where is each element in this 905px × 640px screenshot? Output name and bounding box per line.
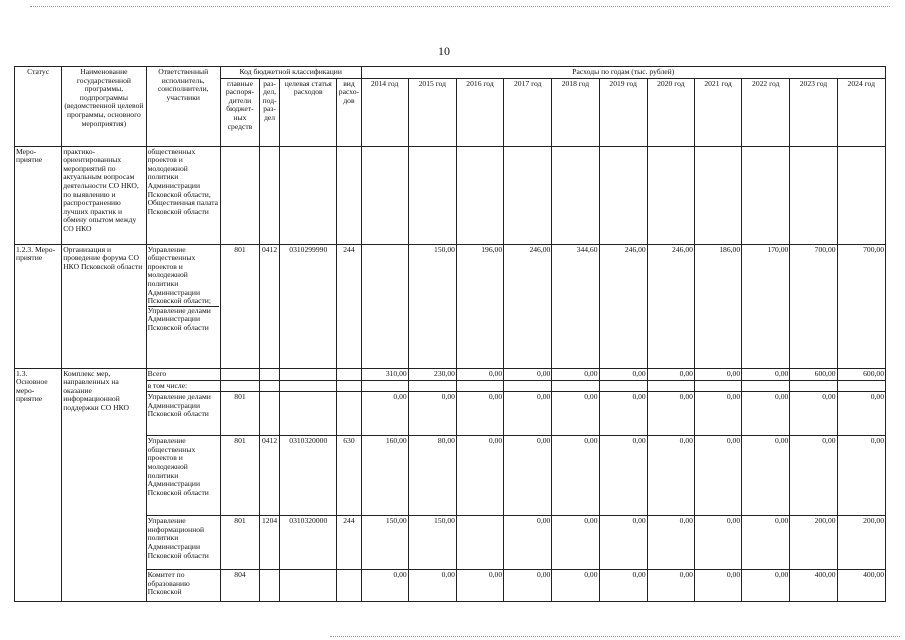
cell-value: 0,00 [504, 436, 552, 516]
cell-value: 0,00 [456, 436, 503, 516]
cell-value: 0,00 [742, 436, 790, 516]
cell-value: 150,00 [408, 516, 456, 570]
cell-empty [790, 146, 837, 244]
cell-value: 160,00 [361, 436, 408, 516]
cell-value: 0,00 [456, 368, 503, 380]
budget-table [14, 66, 886, 602]
cell-empty [337, 146, 361, 244]
cell-empty [504, 146, 552, 244]
cell-vid [337, 392, 361, 436]
cell-value: 0,00 [647, 392, 694, 436]
cell-value [361, 244, 408, 368]
cell-vid: 244 [337, 516, 361, 570]
cell-value: 0,00 [599, 570, 647, 602]
header-year: 2016 год [456, 78, 503, 146]
header-year: 2014 год [361, 78, 408, 146]
cell-value: 0,00 [361, 392, 408, 436]
cell-value: 344,60 [552, 244, 599, 368]
cell-name: Организация и проведение форума СО НКО Псковской области [62, 244, 146, 368]
header-year: 2015 год [408, 78, 456, 146]
cell-value: 600,00 [837, 368, 885, 380]
cell-responsible: Управление общественных проектов и молодежной политики Администрации Псковской области [146, 436, 220, 516]
cell-empty [337, 368, 361, 380]
cell-value: 0,00 [504, 368, 552, 380]
cell-razdel: 1204 [260, 516, 280, 570]
cell-value: 0,00 [790, 436, 837, 516]
cell-value: 0,00 [742, 570, 790, 602]
header-year: 2024 год [837, 78, 885, 146]
cell-vid: 630 [337, 436, 361, 516]
cell-empty [742, 146, 790, 244]
cell-value: 0,00 [837, 436, 885, 516]
cell-vid: 244 [337, 244, 361, 368]
header-glavnye: главные распоря-дители бюджет-ных средств [220, 78, 259, 146]
cell-value: 0,00 [694, 436, 741, 516]
cell-empty [280, 380, 337, 392]
cell-empty [220, 380, 259, 392]
cell-empty [790, 380, 837, 392]
cell-empty [361, 146, 408, 244]
cell-value: 0,00 [408, 392, 456, 436]
header-year: 2020 год [647, 78, 694, 146]
table-row [15, 146, 886, 244]
cell-empty [337, 380, 361, 392]
cell-value: 200,00 [837, 516, 885, 570]
cell-celevaya [280, 570, 337, 602]
cell-value: 0,00 [599, 436, 647, 516]
cell-empty [599, 146, 647, 244]
header-responsible: Ответственный исполнитель, соисполнители, участники [146, 67, 220, 147]
cell-value: 0,00 [742, 368, 790, 380]
cell-responsible: общественных проектов и молодежной политики Администрации Псковской области, Общественная палата Псковской области [146, 146, 220, 244]
cell-value: 0,00 [599, 368, 647, 380]
cell-celevaya: 0310320000 [280, 516, 337, 570]
header-vid: вид расхо-дов [337, 78, 361, 146]
cell-status: 1.2.3. Меро-приятие [15, 244, 62, 368]
cell-empty [456, 380, 503, 392]
header-celevaya: целевая статья расходов [280, 78, 337, 146]
cell-empty [220, 368, 259, 380]
cell-value: 0,00 [694, 392, 741, 436]
cell-razdel: 0412 [260, 244, 280, 368]
cell-glavnye: 801 [220, 516, 259, 570]
cell-status: 1.3. Основное меро-приятие [15, 368, 62, 602]
cell-value: 80,00 [408, 436, 456, 516]
cell-glavnye: 801 [220, 436, 259, 516]
cell-value: 196,00 [456, 244, 503, 368]
cell-empty [694, 146, 741, 244]
cell-razdel [260, 570, 280, 602]
cell-celevaya [280, 392, 337, 436]
header-name: Наименование государственной программы, подпрограммы (ведомственной целевой программы, основного мероприятия) [62, 67, 146, 147]
cell-empty [280, 368, 337, 380]
cell-value: 0,00 [647, 436, 694, 516]
cell-empty [599, 380, 647, 392]
table-row [15, 380, 886, 392]
cell-empty [694, 380, 741, 392]
cell-celevaya: 0310299990 [280, 244, 337, 368]
cell-value: 0,00 [694, 368, 741, 380]
cell-value: 0,00 [552, 436, 599, 516]
header-razdel: раз-дел, под-раз-дел [260, 78, 280, 146]
cell-value: 0,00 [504, 570, 552, 602]
cell-vid [337, 570, 361, 602]
cell-empty [552, 380, 599, 392]
table-row [15, 392, 886, 436]
cell-value: 0,00 [456, 392, 503, 436]
cell-value: 0,00 [790, 392, 837, 436]
header-expenses: Расходы по годам (тыс. рублей) [361, 67, 885, 79]
header-year: 2022 год [742, 78, 790, 146]
cell-empty [504, 380, 552, 392]
header-budget-code: Код бюджетной классификации [220, 67, 361, 79]
cell-responsible: Управление делами Администрации Псковской области [146, 392, 220, 436]
cell-value: 246,00 [647, 244, 694, 368]
table-row [15, 368, 886, 380]
cell-incl-label: в том числе: [146, 380, 220, 392]
header-year: 2018 год [552, 78, 599, 146]
cell-value: 600,00 [790, 368, 837, 380]
cell-empty [647, 380, 694, 392]
cell-value [456, 516, 503, 570]
cell-status: Меро-приятие [15, 146, 62, 244]
page-number: 10 [438, 44, 450, 58]
cell-value: 0,00 [599, 516, 647, 570]
table-row [15, 244, 886, 368]
cell-empty [260, 146, 280, 244]
cell-glavnye: 804 [220, 570, 259, 602]
cell-empty [280, 146, 337, 244]
cell-value: 0,00 [408, 570, 456, 602]
cell-value: 400,00 [790, 570, 837, 602]
cell-value: 700,00 [837, 244, 885, 368]
header-year: 2017 год [504, 78, 552, 146]
cell-empty [408, 146, 456, 244]
cell-empty [552, 146, 599, 244]
cell-value: 0,00 [552, 392, 599, 436]
cell-empty [220, 146, 259, 244]
cell-value: 700,00 [790, 244, 837, 368]
cell-value: 0,00 [552, 516, 599, 570]
cell-value: 0,00 [694, 570, 741, 602]
cell-value: 186,00 [694, 244, 741, 368]
header-year: 2021 год [694, 78, 741, 146]
header-year: 2019 год [599, 78, 647, 146]
cell-empty [742, 380, 790, 392]
table-row [15, 570, 886, 602]
cell-value: 150,00 [408, 244, 456, 368]
cell-responsible: Комитет по образованию Псковской [146, 570, 220, 602]
cell-empty [260, 368, 280, 380]
cell-name: практико-ориентированных мероприятий по актуальным вопросам деятельности СО НКО, по выявлению и распространению лучших практик и обмену опытом между СО НКО [62, 146, 146, 244]
cell-empty [260, 380, 280, 392]
cell-empty [456, 146, 503, 244]
cell-value: 150,00 [361, 516, 408, 570]
responsible-part: Управление делами Администрации Псковской области [148, 306, 219, 333]
cell-empty [361, 380, 408, 392]
cell-value: 170,00 [742, 244, 790, 368]
cell-value: 310,00 [361, 368, 408, 380]
cell-celevaya: 0310320000 [280, 436, 337, 516]
table-row [15, 516, 886, 570]
cell-razdel: 0412 [260, 436, 280, 516]
cell-value: 400,00 [837, 570, 885, 602]
cell-value: 0,00 [647, 570, 694, 602]
cell-empty [408, 380, 456, 392]
cell-value: 200,00 [790, 516, 837, 570]
cell-value: 0,00 [742, 516, 790, 570]
cell-value: 0,00 [742, 392, 790, 436]
scan-artifact-top [30, 6, 890, 7]
cell-value: 246,00 [599, 244, 647, 368]
cell-total-label: Всего [146, 368, 220, 380]
cell-razdel [260, 392, 280, 436]
scan-artifact-bottom [330, 636, 900, 637]
cell-empty [647, 146, 694, 244]
cell-value: 0,00 [837, 392, 885, 436]
cell-value: 0,00 [552, 570, 599, 602]
cell-value: 0,00 [361, 570, 408, 602]
header-year: 2023 год [790, 78, 837, 146]
cell-responsible: Управление информационной политики Администрации Псковской области [146, 516, 220, 570]
cell-glavnye: 801 [220, 244, 259, 368]
cell-empty [837, 146, 885, 244]
cell-responsible [146, 244, 220, 368]
cell-value: 0,00 [456, 570, 503, 602]
cell-glavnye: 801 [220, 392, 259, 436]
header-status: Статус [15, 67, 62, 147]
cell-value: 0,00 [599, 392, 647, 436]
cell-empty [837, 380, 885, 392]
cell-value: 0,00 [552, 368, 599, 380]
cell-name: Комплекс мер, направленных на оказание информационной поддержки СО НКО [62, 368, 146, 602]
responsible-part: Управление общественных проектов и молодежной политики Администрации Псковской области; [147, 244, 211, 306]
cell-value: 0,00 [647, 368, 694, 380]
cell-value: 0,00 [647, 516, 694, 570]
table-row [15, 436, 886, 516]
cell-value: 230,00 [408, 368, 456, 380]
cell-value: 0,00 [694, 516, 741, 570]
cell-value: 0,00 [504, 392, 552, 436]
cell-value: 0,00 [504, 516, 552, 570]
cell-value: 246,00 [504, 244, 552, 368]
